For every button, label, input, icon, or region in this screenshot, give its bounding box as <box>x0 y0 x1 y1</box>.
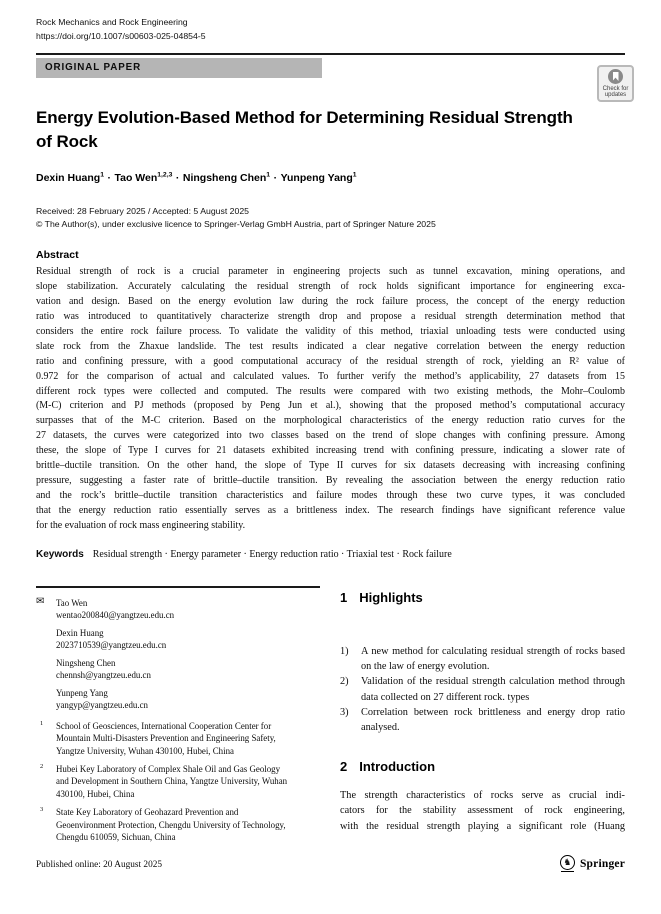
title-line: Energy Evolution-Based Method for Determining Residual Strength <box>36 108 573 127</box>
page-title <box>36 106 573 153</box>
author-separator: · <box>107 171 111 184</box>
logo-underline <box>561 871 574 872</box>
introduction-paragraph <box>340 788 625 834</box>
author-affil-sup: 1,2,3 <box>157 171 173 178</box>
publisher-name: Springer <box>579 858 625 870</box>
author: Tao Wen$^{1,2,3}$ <box>114 171 173 184</box>
affiliation-text: State Key Laboratory of Geohazard Prevention and Geoenvironment Protection, Chengdu University of Technology, Chengdu 610059, Sichuan, China <box>56 807 286 842</box>
section-heading-highlights <box>340 590 625 606</box>
bookmark-glyph <box>613 72 619 81</box>
list-item-text: Correlation between rock brittleness and energy drop ratio analysed. <box>361 706 625 734</box>
section-title: Highlights <box>359 590 423 605</box>
author-separator: · <box>273 171 278 184</box>
highlight-item <box>340 705 625 735</box>
list-item-text: A new method for calculating residual strength of rocks based on the law of energy evolution. <box>361 646 625 673</box>
contact <box>36 687 326 711</box>
abstract-line: (M-C) criterion and PJ methods (proposed by Peng Jun et al.), showing that the proposed method’s computational accuracy <box>36 400 625 412</box>
affiliation-text: Hubei Key Laboratory of Complex Shale Oil and Gas Geology and Development in Southern China, Yangtze University, Wuhan 430100, Hubei, China <box>56 764 288 799</box>
abstract-line: ratio and confining pressure, with a good computational accuracy of the residual strength of rock, yielding an R² value of <box>36 355 625 367</box>
body-right-column <box>340 590 625 834</box>
corresponding-contact <box>36 597 326 621</box>
highlight-item <box>340 644 625 674</box>
contact-name: Dexin Huang <box>56 627 104 638</box>
knight-circle <box>560 855 575 870</box>
affiliation <box>36 720 288 757</box>
contact-email[interactable]: wentao200840@yangtzeu.edu.cn <box>56 610 175 621</box>
bookmark-icon <box>608 69 623 84</box>
affiliation-number: 2 <box>40 763 44 771</box>
abstract-line: that the energy reduction ratio essentially serves as a brittleness index. The research findings have significant reference value <box>36 505 625 516</box>
doi-link[interactable]: https://doi.org/10.1007/s00603-025-04854-5 <box>36 30 206 41</box>
dates-copyright <box>36 205 436 231</box>
author: Ningsheng Chen$^1$ <box>182 171 271 184</box>
journal-name: Rock Mechanics and Rock Engineering <box>36 17 188 27</box>
author-list <box>36 171 357 184</box>
author-affil-sup: 1 <box>100 171 104 178</box>
list-item-text: Validation of the residual strength calculation method through data collected on 27 different rock. types <box>361 676 625 703</box>
author: Yunpeng Yang$^1$ <box>280 171 357 184</box>
springer-logo <box>560 855 625 873</box>
abstract-line: 27 datasets, the curves were categorized into two classes based on the trend of slope changes with confining pressure. Among <box>36 430 625 442</box>
section-title: Introduction <box>359 759 436 775</box>
correspondence-block <box>36 597 326 849</box>
abstract-heading: Abstract <box>36 249 79 261</box>
keywords-text: Residual strength · Energy parameter · Energy reduction ratio · Triaxial test · Rock failure <box>92 549 452 560</box>
abstract-line: slope stabilization. Accurately calculating the residual strength of rock holds significant importance for engineering exca- <box>36 280 625 292</box>
author-separator: · <box>175 171 180 184</box>
contact-name: Yunpeng Yang <box>56 687 108 698</box>
section-heading-introduction <box>340 759 625 775</box>
abstract-line: 0.972 for the comparison of actual and calculated values. To further verify the method’s applicability, 27 datasets from 15 <box>36 370 625 382</box>
list-marker: 2) <box>340 676 349 688</box>
header-rule <box>36 53 625 55</box>
list-marker: 3) <box>340 706 349 718</box>
highlights-list <box>340 644 625 735</box>
check-for-updates-line1: Check for <box>602 85 629 92</box>
contact-email[interactable]: yangyp@yangtzeu.edu.cn <box>56 699 148 710</box>
abstract-line: considers the entire rock failure process. To validate the validity of this method, triaxial unloading tests were conducted using <box>36 325 625 337</box>
published-online: Published online: 20 August 2025 <box>36 860 163 870</box>
introduction-line: cators for the stability assessment of rock engineering, <box>340 805 625 817</box>
abstract-line: these, the slope of Type I curves for 21 datasets exhibited increasing trend with confining pressure, indicating a slower rate of <box>36 445 625 457</box>
abstract-line: vation and design. Based on the energy evolution law during the rock failure process, the concept of the energy reduction <box>36 295 625 307</box>
check-for-updates-label <box>603 86 629 99</box>
article-type-label: ORIGINAL PAPER <box>45 62 142 73</box>
affiliation-number: 3 <box>40 806 44 814</box>
section-number: 2 <box>340 759 348 775</box>
list-marker: 1) <box>340 646 349 657</box>
contact <box>36 657 326 681</box>
introduction-line: The strength characteristics of rocks serve as crucial indi- <box>340 790 625 802</box>
author-affil-sup: 1 <box>266 171 271 178</box>
abstract-line: brittle–ductile transition. On the other hand, the slope of Type II curves for six datasets decreasing with increasing confining <box>36 460 625 472</box>
affiliation-number: 1 <box>40 720 44 728</box>
title-line: of Rock <box>36 131 98 151</box>
footnote-rule <box>36 586 320 588</box>
section-number: 1 <box>340 590 348 605</box>
abstract-line: pressure, suggesting a faster rate of brittle–ductile transition. By revealing the association between the energy reduction ratio <box>36 475 625 487</box>
abstract-line: slate rock from the Zhaxue landslide. The test results indicated a clear negative correlation between the energy reduction <box>36 340 625 352</box>
keywords-line <box>36 549 452 560</box>
envelope-icon: ✉ <box>36 596 45 607</box>
journal-meta <box>36 16 206 43</box>
contact-email[interactable]: chennsh@yangtzeu.edu.cn <box>56 670 151 681</box>
contact <box>36 627 326 651</box>
affiliation <box>36 806 288 843</box>
affiliation <box>36 763 288 800</box>
contact-name: Ningsheng Chen <box>56 657 116 668</box>
knight-glyph: ♞ <box>563 857 572 867</box>
keywords-heading: Keywords <box>36 549 84 560</box>
author: Dexin Huang$^1$ <box>36 171 104 184</box>
abstract-line: surpasses that of the M-C criterion. Based on the morphological characteristics of the energy reduction ratio curves for the <box>36 415 625 427</box>
article-type-bar <box>36 58 322 78</box>
contact-email[interactable]: 2023710539@yangtzeu.edu.cn <box>56 640 167 651</box>
check-for-updates-line2: updates <box>604 92 627 99</box>
highlight-item <box>340 674 625 704</box>
check-for-updates-badge[interactable] <box>597 65 634 102</box>
affiliation-list <box>36 720 326 843</box>
abstract-line: and the rock’s brittle–ductile transition characteristics and failure modes through these two curve types, it was concluded <box>36 490 625 502</box>
author-affil-sup: 1 <box>352 171 357 178</box>
abstract-line: different rock types were collected and computed. The results were compared with two existing methods, the Mohr–Coulomb <box>36 385 625 397</box>
abstract-line: Residual strength of rock is a crucial parameter in engineering projects such as tunnel excavation, mining operations, and <box>36 266 625 277</box>
abstract-line: ratio was introduced to quantitatively characterize strength drop and propose a residual strength determination method that <box>36 310 625 322</box>
introduction-line: with the residual strength playing a significant role (Huang <box>340 820 625 832</box>
affiliation-text: School of Geosciences, International Cooperation Center for Mountain Multi-Disasters Prevention and Engineering Safety, Yangtze University, Wuhan 430100, Hubei, China <box>56 721 276 756</box>
copyright-line: © The Author(s), under exclusive licence to Springer-Verlag GmbH Austria, part of Springer Nature 2025 <box>36 219 436 229</box>
contact-name: Tao Wen <box>56 598 88 608</box>
abstract-line: for the evaluation of rock mass engineering stability. <box>36 519 246 531</box>
abstract-body <box>36 265 625 534</box>
received-accepted: Received: 28 February 2025 / Accepted: 5 August 2025 <box>36 206 249 216</box>
springer-knight-icon <box>560 855 576 873</box>
